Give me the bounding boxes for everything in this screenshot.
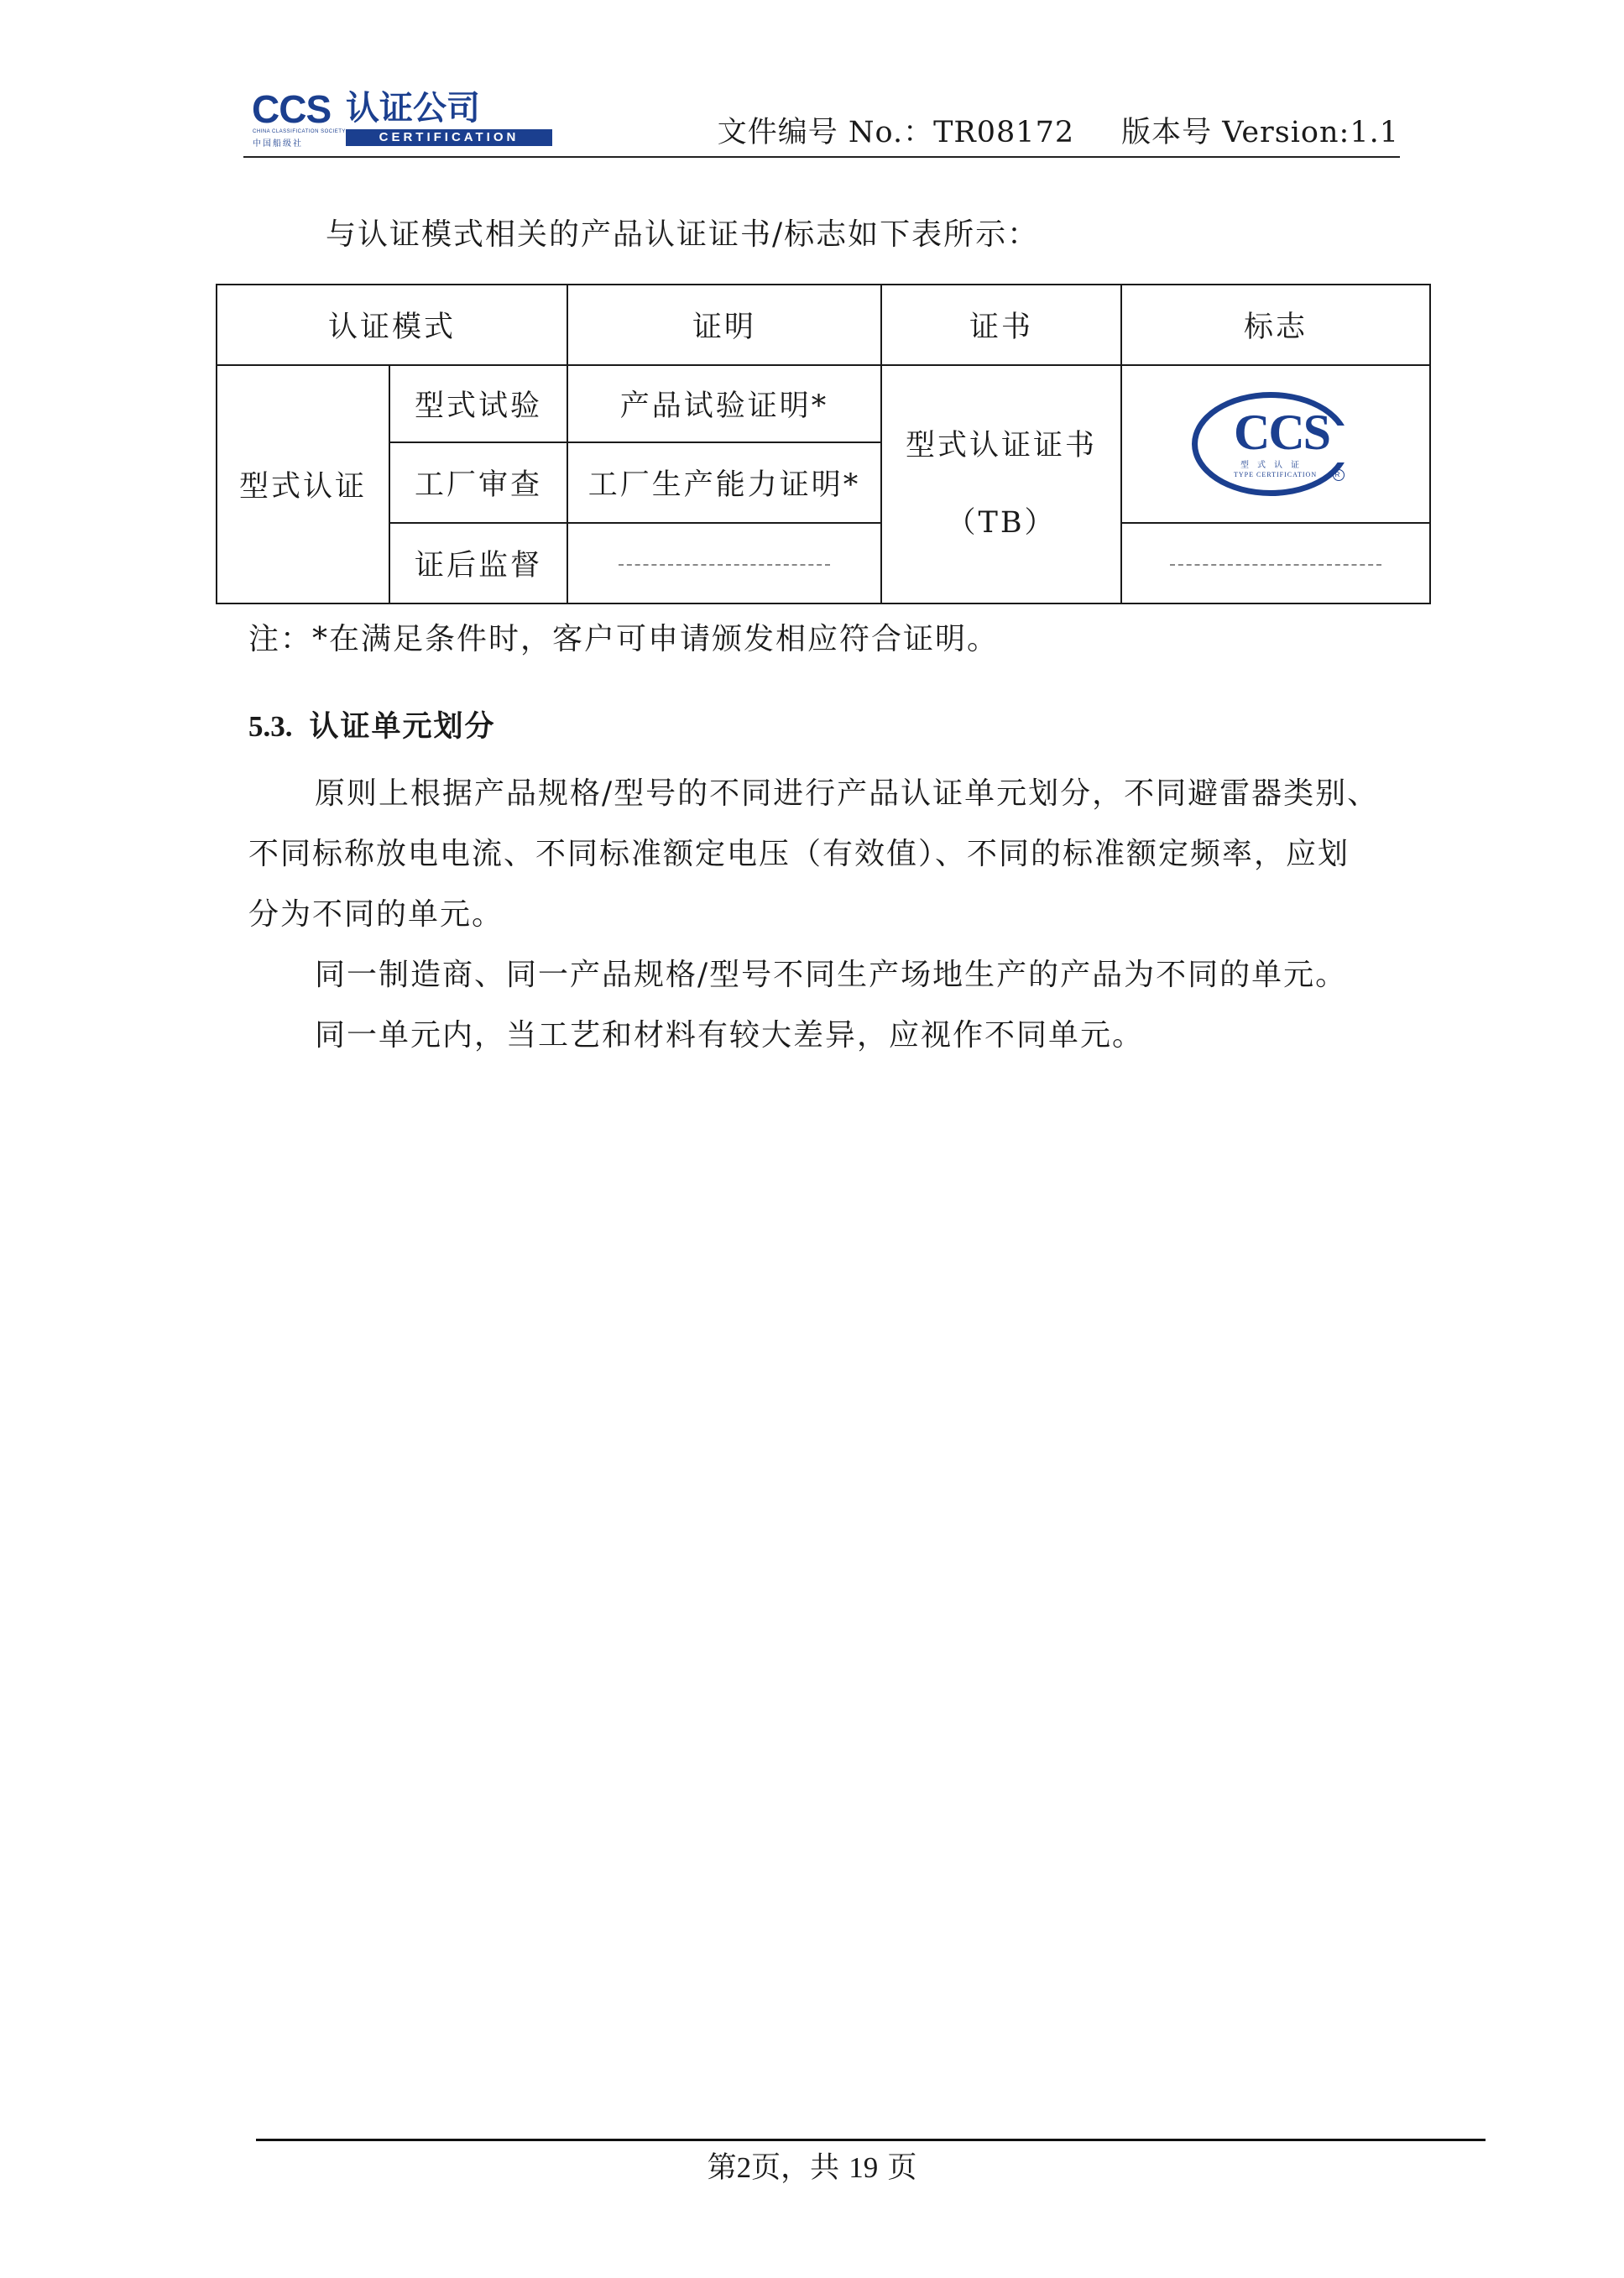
header-divider	[243, 156, 1400, 158]
paragraph-2: 同一制造商、同一产品规格/型号不同生产场地生产的产品为不同的单元。	[315, 958, 1348, 992]
table-header-row	[217, 285, 1430, 365]
document-number-line	[718, 109, 1399, 151]
logo-cn-name: 认证公司	[346, 89, 480, 128]
logo-cn-small: 中国船级社	[253, 139, 303, 149]
paragraph-1-line-3: 分为不同的单元。	[248, 897, 504, 932]
ccs-type-certification-seal-icon	[1192, 385, 1360, 503]
proof-cell: 产品试验证明*	[567, 365, 881, 442]
certificate-cell	[881, 365, 1121, 603]
total-pages: 19	[849, 2151, 879, 2184]
paragraph-1-line-1: 原则上根据产品规格/型号的不同进行产品认证单元划分，不同避雷器类别、	[315, 776, 1380, 811]
header-cert-mode: 认证模式	[217, 285, 567, 365]
logo-brand: CCS	[252, 87, 332, 131]
section-heading	[248, 697, 496, 757]
logo-en-bar: CERTIFICATION	[346, 129, 552, 146]
header-mark: 标志	[1121, 285, 1430, 365]
table-row	[217, 523, 1430, 603]
header-certificate: 证书	[881, 285, 1121, 365]
section-title: 认证单元划分	[309, 710, 496, 744]
paragraph-3: 同一单元内，当工艺和材料有较大差异，应视作不同单元。	[315, 1018, 1145, 1053]
seal-cn-text: 型式认证	[1240, 461, 1308, 470]
page-number: 第2页，共 19 页	[707, 2151, 917, 2185]
intro-text: 与认证模式相关的产品认证证书/标志如下表所示：	[326, 217, 1040, 252]
company-logo	[252, 82, 554, 148]
paragraph-1-line-2: 不同标称放电电流、不同标准额定电压（有效值）、不同的标准额定频率，应划	[248, 837, 1350, 871]
proof-cell-empty	[567, 523, 881, 603]
dash-placeholder	[619, 564, 830, 566]
doc-no-value: TR08172	[933, 116, 1075, 149]
table-row	[217, 365, 1430, 442]
current-page: 2	[736, 2151, 752, 2184]
version-value: 1.1	[1350, 116, 1399, 149]
certificate-code: （TB）	[946, 506, 1057, 540]
cert-mode-cell: 型式认证	[217, 365, 389, 603]
element-cell: 型式试验	[389, 365, 567, 442]
seal-en-text: TYPE CERTIFICATION	[1234, 471, 1318, 478]
element-cell: 证后监督	[389, 523, 567, 603]
logo-en-small: CHINA CLASSIFICATION SOCIETY	[253, 129, 346, 134]
seal-text: CCS	[1234, 405, 1330, 460]
certificate-name: 型式认证证书	[906, 429, 1098, 462]
mark-cell	[1121, 365, 1430, 523]
element-cell: 工厂审查	[389, 442, 567, 523]
dash-placeholder	[1170, 564, 1381, 566]
registered-mark: R	[1333, 469, 1345, 481]
doc-no-label: 文件编号 No.：	[717, 116, 934, 149]
table-note: 注：*在满足条件时，客户可申请颁发相应符合证明。	[248, 622, 1000, 656]
version-label: 版本号 Version:	[1121, 116, 1350, 149]
footer-divider	[256, 2139, 1486, 2141]
certification-table	[216, 284, 1431, 604]
section-number: 5.3.	[248, 710, 293, 743]
proof-cell: 工厂生产能力证明*	[567, 442, 881, 523]
header-proof: 证明	[567, 285, 881, 365]
mark-cell-empty	[1121, 523, 1430, 603]
